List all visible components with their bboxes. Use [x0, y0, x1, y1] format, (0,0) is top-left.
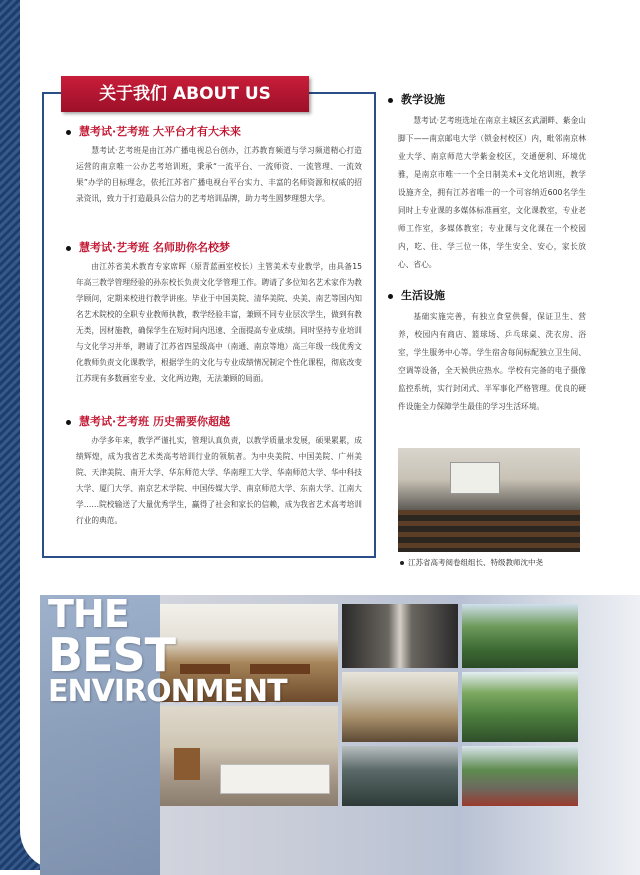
section-heading — [66, 124, 362, 140]
classroom-photo — [398, 448, 580, 552]
campus-building-photo — [462, 746, 578, 806]
bullet-icon — [388, 294, 393, 299]
section-heading — [388, 92, 586, 108]
environment-title-line3: ENVIRONMENT — [48, 674, 287, 709]
section-text: 办学多年来，教学严谨扎实，管理认真负责，以教学质量求发展，硕果累累，成绩辉煌，成为我省艺术类高考培训行业的领航者。为中央美院、中国美院、广州美院、天津美院、南开大学、华东师范大学、华南理工大学、华南师范大学、华中科技大学、厦门大学、南京艺术学院、中国传媒大学、南京师范大学、东南大学、江南大学……院校输送了大量优秀学生，赢得了社会和家长的信赖，成为我省艺术高考培训行业的典范。 — [76, 436, 362, 525]
section-heading — [66, 414, 362, 430]
chair-shape — [174, 748, 200, 780]
section-text: 慧考试·艺考班选址在南京主城区玄武湖畔、紫金山脚下——南京邮电大学（锁金村校区）内，毗邻南京林业大学、南京师范大学紫金校区，交通便利、环境优雅，是南京市唯一一个全日制美术+文化培训班，教学设施齐全，拥有江苏省唯一的一个可容纳近600名学生同时上专业课的多媒体标准画室，文化课教室，专业老师工作室，多媒体教室；专业课与文化课在一个校园内，吃、住、学三位一体，学生安全、安心，家长放心、省心。 — [398, 116, 586, 269]
environment-title-line2: BEST — [48, 628, 175, 682]
section-title: 慧考试·艺考班 历史需要你超越 — [79, 415, 231, 428]
table-shape — [180, 664, 230, 674]
teaching-facilities — [388, 92, 586, 274]
campus-road-photo — [462, 604, 578, 668]
about-section-3 — [66, 414, 362, 529]
section-heading — [388, 288, 586, 304]
bullet-icon — [66, 246, 71, 251]
photo-caption — [400, 557, 543, 568]
environment-title-line1: THE — [48, 592, 129, 636]
whiteboard — [450, 462, 500, 494]
section-title: 教学设施 — [401, 93, 445, 106]
campus-trees-photo — [462, 672, 578, 742]
lecture-hall-photo — [342, 746, 458, 806]
dormitory-photo — [160, 706, 338, 806]
living-facilities — [388, 288, 586, 416]
bullet-icon — [388, 98, 393, 103]
section-title: 生活设施 — [401, 289, 445, 302]
about-section-1 — [66, 124, 362, 207]
section-title: 慧考试·艺考班 大平台才有大未来 — [79, 125, 242, 138]
bed-shape — [220, 764, 330, 794]
section-heading — [66, 240, 362, 256]
section-text: 基础实施完善，有独立食堂供餐，保证卫生、营养，校园内有商店、篮球场、乒乓球桌、洗衣房、浴室，学生服务中心等。学生宿舍每间标配独立卫生间、空调等设备，全天候供应热水。学校有完备的电子摄像监控系统，实行封闭式、半军事化严格管理。优良的硬件设施全力保障学生最佳的学习生活环境。 — [398, 312, 586, 411]
bullet-icon — [400, 561, 404, 565]
bullet-icon — [66, 130, 71, 135]
bullet-icon — [66, 420, 71, 425]
section-title: 慧考试·艺考班 名师助你名校梦 — [79, 241, 231, 254]
desk-rows — [398, 510, 580, 552]
caption-text: 江苏省高考阅卷组组长、特级教师沈中尧 — [408, 558, 543, 567]
table-shape — [250, 664, 310, 674]
study-room-photo — [342, 672, 458, 742]
about-banner: 关于我们 ABOUT US — [61, 76, 309, 112]
section-text: 由江苏省美术教育专家席晖（原青蓝画室校长）主管美术专业教学，由具备15年高三教学管理经验的孙东校长负责文化学管理工作。聘请了多位知名艺术家作为教学顾问，定期来校进行教学讲座。毕业于中国美院、清华美院、央美、南艺等国内知名艺术院校的全职专业教师执教，教学经验丰富，兼顾不同专业层次学生，做到有教无类，因材施教，确保学生在短时间内迅速、全面提高专业成绩。同时坚持专业培训与文化学习并举，聘请了江苏省四星级高中（南通、南京等地）高三年级一线优秀文化教师负责文化课教学，根据学生的文化与专业成绩情况制定个性化课程，彻底改变江苏现有多数画室专业、文化两边跑，无法兼顾的局面。 — [76, 262, 362, 383]
about-section-2 — [66, 240, 362, 387]
section-text: 慧考试·艺考班是由江苏广播电视总台创办，江苏教育频道与学习频道精心打造运营的南京唯一公办艺考培训班，秉承“一流平台、一流师资、一流管理、一流效果”办学的目标理念，依托江苏省广播电视台平台实力、丰富的名师资源和权威的招录资讯，致力于打造最具公信力的艺考培训品牌，助力考生圆梦理想大学。 — [76, 146, 362, 203]
corridor-photo — [342, 604, 458, 668]
